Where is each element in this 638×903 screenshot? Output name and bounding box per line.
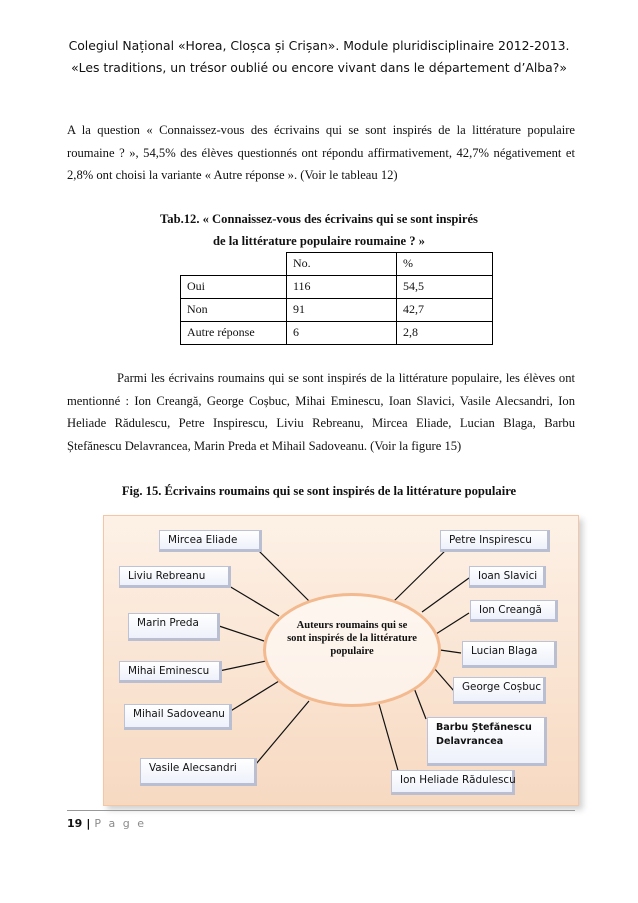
paragraph-1: A la question « Connaissez-vous des écrivains qui se sont inspirés de la littérature populaire roumaine ? », 54,5% des élèves questionnés ont répondu affirmativement, 42,7% négativement et 2,8% ont choisi la variante « Autre réponse ». (Voir le tableau 12) [67, 123, 575, 182]
writer-box-ioan-slavici: Ioan Slavici [469, 566, 546, 588]
writers-diagram [103, 515, 579, 806]
connector-line [254, 546, 309, 601]
writer-box-ion-creanga: Ion Creangă [470, 600, 558, 622]
writer-box-barbu-stefanescu-delavrancea: Barbu Ștefănescu Delavrancea [427, 717, 547, 766]
connector-line [414, 688, 426, 719]
table-row [181, 299, 493, 322]
writer-box-mihai-eminescu: Mihai Eminescu [119, 661, 222, 683]
table-cell: 116 [287, 276, 397, 299]
writer-box-george-cosbuc: George Coșbuc [453, 677, 546, 704]
connector-line [219, 661, 266, 671]
table-cell: 42,7 [397, 299, 493, 322]
table-caption-line-2: de la littérature populaire roumaine ? » [213, 234, 425, 248]
writer-box-vasile-alecsandri: Vasile Alecsandri [140, 758, 257, 786]
table-cell: Autre réponse [181, 322, 287, 345]
writer-box-mircea-eliade: Mircea Eliade [159, 530, 262, 552]
survey-table [180, 252, 493, 345]
writer-box-ion-heliade-radulescu: Ion Heliade Rădulescu [391, 770, 515, 795]
table-cell: 91 [287, 299, 397, 322]
page-number: 19 [67, 817, 83, 830]
table-cell: Oui [181, 276, 287, 299]
connector-line [394, 547, 449, 601]
figure-caption: Fig. 15. Écrivains roumains qui se sont inspirés de la littérature populaire [121, 484, 517, 498]
table-row [181, 322, 493, 345]
writer-box-lucian-blaga: Lucian Blaga [462, 641, 557, 668]
connector-line [379, 704, 399, 774]
table-header-cell [181, 253, 287, 276]
table-cell: 54,5 [397, 276, 493, 299]
table-header-cell: % [397, 253, 493, 276]
header-line-1: Colegiul Național «Horea, Cloșca și Crișan». Module pluridisciplinaire 2012-2013. [68, 38, 570, 53]
table-cell: 2,8 [397, 322, 493, 345]
page-label: P a g e [94, 817, 146, 830]
paragraph-2: Parmi les écrivains roumains qui se sont inspirés de la littérature populaire, les élèves ont mentionné : Ion Creangă, George Coșbuc, Mihai Eminescu, Ioan Slavici, Vasile Alecsandri, Ion Heliade Rădulescu, Petre Inspirescu, Liviu Rebreanu, Mircea Eliade, Lucian Blaga, Barbu Ștefănescu Delavrancea, Marin Preda et Mihail Sadoveanu. (Voir la figure 15) [67, 371, 575, 453]
connector-line [436, 613, 469, 634]
page-footer [67, 810, 575, 832]
center-label: Auteurs roumains qui se sont inspirés de la littérature populaire [287, 620, 417, 657]
header-line-2: «Les traditions, un trésor oublié ou encore vivant dans le département d’Alba?» [71, 60, 567, 75]
table-row [181, 276, 493, 299]
footer-separator: | [86, 817, 91, 830]
table-caption-line-1: Tab.12. « Connaissez-vous des écrivains qui se sont inspirés [160, 212, 478, 226]
table-cell: Non [181, 299, 287, 322]
table-cell: 6 [287, 322, 397, 345]
table-header-row [181, 253, 493, 276]
connector-line [434, 668, 454, 691]
table-header-cell: No. [287, 253, 397, 276]
connector-line [256, 701, 309, 764]
connector-line [422, 578, 469, 612]
writer-box-mihail-sadoveanu: Mihail Sadoveanu [124, 704, 232, 730]
connector-line [440, 650, 461, 653]
connector-line [219, 626, 264, 641]
writer-box-liviu-rebreanu: Liviu Rebreanu [119, 566, 231, 588]
writer-box-marin-preda: Marin Preda [128, 613, 220, 641]
writer-box-petre-inspirescu: Petre Inspirescu [440, 530, 550, 552]
connector-line [229, 681, 279, 712]
connector-line [229, 586, 279, 616]
